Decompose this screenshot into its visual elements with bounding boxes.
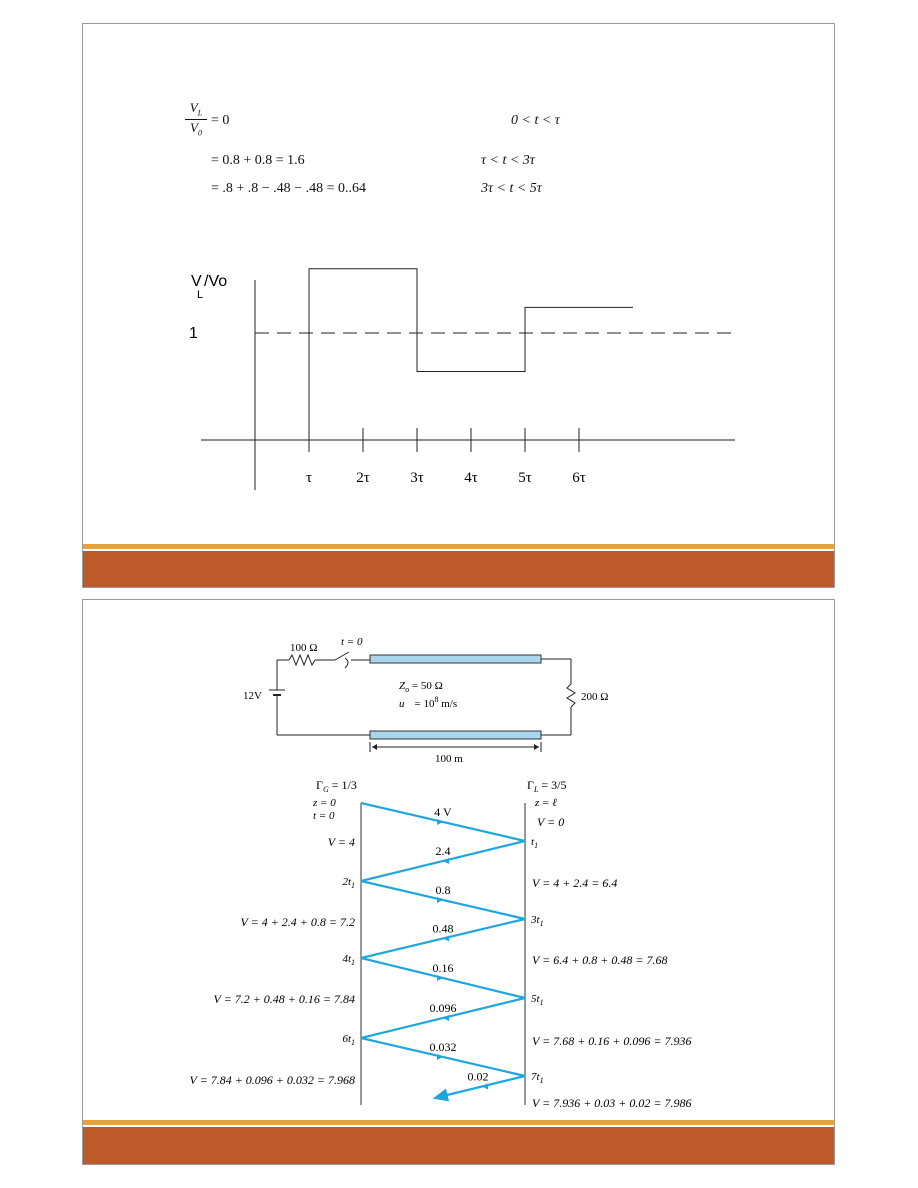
gamma-g-value: = 1/3 [328, 778, 357, 792]
switch-arrow [345, 658, 348, 668]
y-axis-label-rest: /Vo [204, 273, 228, 290]
line-impedance-label [399, 680, 443, 694]
impedance-sub: o [405, 685, 410, 694]
load-resistor-symbol [567, 684, 575, 707]
gamma-l-value: = 3/5 [538, 778, 567, 792]
left-voltage-label: V = 7.84 + 0.096 + 0.032 = 7.968 [189, 1073, 355, 1087]
wave-arrowhead [443, 858, 449, 864]
slide-2 [82, 599, 835, 1165]
gamma-l-symbol: Γ [527, 778, 534, 792]
wave-value-label: 0.48 [432, 921, 454, 936]
right-voltage-label: V = 6.4 + 0.8 + 0.48 = 7.68 [532, 953, 668, 967]
denominator-sub: 0 [197, 128, 202, 138]
left-z-label: z = 0 [313, 797, 336, 809]
data-series [309, 269, 633, 440]
wave-arrowhead [482, 1084, 488, 1090]
footer-accent-line [83, 544, 834, 549]
circuit-diagram [243, 636, 608, 765]
x-tick-label: 5τ [518, 470, 532, 486]
time-label: $3t_1$ [531, 914, 544, 928]
time-label: $4t_1$ [342, 953, 355, 967]
numerator-sub: L [197, 108, 203, 118]
speed-exponent: 8 [434, 695, 439, 704]
x-tick-label: 3τ [410, 470, 424, 486]
wave-value-label: 0.032 [429, 1040, 457, 1054]
right-z-label: z = ℓ [535, 797, 557, 809]
gamma-l-label [527, 778, 567, 794]
eq-line2-condition: τ < t < 3τ [481, 153, 535, 168]
wave-arrowhead [437, 1054, 443, 1060]
bounce-text-labels [189, 805, 691, 1110]
denominator: V [190, 119, 198, 135]
wave-arrowhead [443, 1015, 449, 1021]
left-t-label: t = 0 [313, 810, 335, 822]
gamma-g-sub: G [322, 785, 329, 794]
footer-bar [83, 1127, 834, 1164]
source-resistor-symbol [289, 655, 315, 665]
time-label: $5t_1$ [531, 993, 544, 1007]
speed-unit: m/s [438, 698, 458, 710]
wave-value-label: 0.096 [429, 1001, 457, 1015]
source-resistor-label: 100 Ω [290, 642, 318, 654]
numerator: V [189, 100, 198, 115]
time-label: $7t_1$ [531, 1071, 544, 1085]
left-voltage-label: V = 7.2 + 0.48 + 0.16 = 7.84 [213, 992, 355, 1006]
eq-line1-rhs: = 0 [211, 113, 230, 128]
gamma-g-symbol: Γ [316, 778, 323, 792]
wave-arrowhead [437, 819, 443, 825]
eq-line1-condition: 0 < t < τ [511, 113, 560, 128]
wave-value-label: 2.4 [435, 844, 451, 858]
left-voltage-label: V = 4 + 2.4 + 0.8 = 7.2 [240, 915, 355, 929]
wave-value-label: 0.02 [467, 1069, 489, 1084]
time-label: $2t_1$ [342, 876, 355, 890]
x-tick-label: 6τ [572, 470, 586, 486]
bounce-diagram [189, 778, 691, 1110]
right-voltage-label: V = 7.936 + 0.03 + 0.02 = 7.986 [532, 1096, 692, 1110]
vl-over-vo-step-chart [83, 24, 834, 544]
x-tick-label: τ [305, 470, 313, 486]
right-initial-voltage: V = 0 [537, 815, 565, 829]
x-tick-label: 4τ [464, 470, 478, 486]
wave-value-label: 0.8 [435, 883, 451, 897]
impedance-symbol: Z [399, 680, 406, 692]
y-axis-label-v: V [191, 273, 202, 290]
x-tick-label: 2τ [356, 470, 370, 486]
line-length-label: 100 m [435, 753, 463, 765]
right-voltage-label: V = 7.68 + 0.16 + 0.096 = 7.936 [532, 1034, 692, 1048]
time-label: $t_1$ [531, 836, 539, 850]
wave-arrowhead [437, 897, 443, 903]
wave-arrowhead [443, 936, 449, 942]
load-resistor-label: 200 Ω [581, 691, 609, 703]
speed-symbol: u [399, 698, 405, 710]
eq-line3: = .8 + .8 − .48 − .48 = 0..64 [211, 181, 366, 196]
footer-accent-line [83, 1120, 834, 1125]
wave-arrowhead [437, 975, 443, 981]
length-arrow-left [372, 744, 377, 750]
speed-label [399, 695, 457, 710]
gamma-g-label [316, 778, 357, 794]
slide-1 [82, 23, 835, 588]
series-line [309, 269, 633, 440]
reference-level-label: 1 [189, 325, 198, 342]
left-voltage-label: V = 4 [327, 835, 355, 849]
wave-value-label: 0.16 [432, 961, 454, 975]
footer-bar [83, 551, 834, 587]
y-axis-label-sub: L [197, 289, 204, 301]
circuit-and-bounce-diagram [83, 600, 834, 1120]
time-label: $6t_1$ [342, 1033, 355, 1047]
tline-top-conductor [370, 655, 541, 663]
right-voltage-label: V = 4 + 2.4 = 6.4 [532, 876, 618, 890]
tline-bottom-conductor [370, 731, 541, 739]
eq-line2: = 0.8 + 0.8 = 1.6 [211, 153, 305, 168]
length-arrow-right [534, 744, 539, 750]
source-voltage-label: 12V [243, 690, 262, 702]
eq-line3-condition: 3τ < t < 5τ [481, 181, 542, 196]
switch-label: t = 0 [341, 636, 363, 648]
switch-blade [335, 652, 349, 660]
x-axis-ticks [306, 428, 586, 486]
gamma-l-sub: L [533, 785, 539, 794]
speed-value: = 10 [414, 698, 435, 710]
impedance-value: = 50 Ω [409, 680, 443, 692]
wave-value-label: 4 V [434, 805, 452, 819]
